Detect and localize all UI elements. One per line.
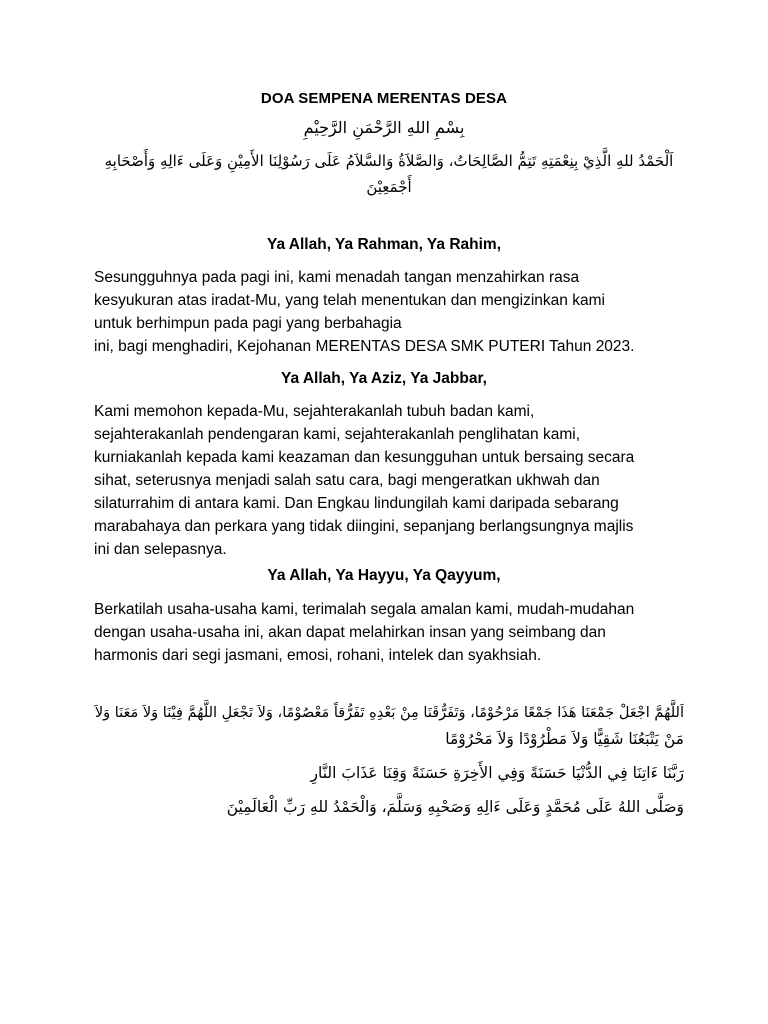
section-heading-aziz: Ya Allah, Ya Aziz, Ya Jabbar,: [281, 370, 487, 387]
bismillah-text: بِسْمِ اللهِ الرَّحْمَنِ الرَّحِيْمِ: [303, 118, 465, 137]
paragraph-line: harmonis dari segi jasmani, emosi, rohani, intelek dan syakhsiah.: [94, 647, 542, 664]
paragraph-line: untuk berhimpun pada pagi yang berbahagia: [94, 315, 402, 332]
paragraph-line: ini, bagi menghadiri, Kejohanan MERENTAS DESA SMK PUTERI Tahun 2023.: [94, 338, 635, 355]
paragraph-line: ini dan selepasnya.: [94, 541, 227, 558]
dua-line: وَصَلَّى اللهُ عَلَى مُحَمَّدٍ وَعَلَى ءَالِهِ وَصَحْبِهِ وَسَلَّمَ، وَالْحَمْدُ للهِ رَبِّ الْعَالَمِيْنَ: [226, 798, 684, 816]
closing-dua: [94, 700, 684, 820]
paragraph-line: Sesungguhnya pada pagi ini, kami menadah tangan menzahirkan rasa: [94, 269, 580, 286]
document-title: DOA SEMPENA MERENTAS DESA: [260, 90, 508, 107]
paragraph-line: sejahterakanlah pendengaran kami, sejahterakanlah penglihatan kami,: [94, 426, 580, 443]
section-heading-hayyu: Ya Allah, Ya Hayyu, Ya Qayyum,: [267, 567, 501, 584]
section-heading-rahman: Ya Allah, Ya Rahman, Ya Rahim,: [266, 236, 502, 253]
dua-line: رَبَّنَا ءَاتِنَا فِي الدُّنْيَا حَسَنَةً وَفِي الأَخِرَةِ حَسَنَةً وَقِنَا عَذَابَ النَّارِ: [310, 764, 684, 782]
paragraph-line: Berkatilah usaha-usaha kami, terimalah segala amalan kami, mudah-mudahan: [94, 601, 635, 618]
paragraph-line: kurniakanlah kepada kami keazaman dan kesungguhan untuk bersaing secara: [94, 449, 635, 466]
section-paragraph-hayyu: [94, 598, 684, 667]
section-paragraph-aziz: [94, 400, 684, 561]
paragraph-line: dengan usaha-usaha ini, akan dapat melahirkan insan yang seimbang dan: [94, 624, 606, 641]
paragraph-line: sihat, seterusnya menjadi salah satu cara, bagi mengeratkan ukhwah dan: [94, 472, 600, 489]
dua-line: اَللَّهُمَّ اجْعَلْ جَمْعَنَا هَذَا جَمْعًا مَرْحُوْمًا، وَتَفَرُّقَنَا مِنْ بَعْدِهِ تَفَرُّقاً مَعْصُوْمًا، وَلاَ تَجْعَلِ اللَّهُمَّ فِيْنَا وَلاَ مَعَنَا وَلاَ: [94, 705, 684, 721]
paragraph-line: Kami memohon kepada-Mu, sejahterakanlah tubuh badan kami,: [94, 403, 535, 420]
dua-line: مَنْ يَتْبَعُنَا شَقِيًّا وَلاَ مَطْرُوْدًا وَلاَ مَحْرُوْمًا: [445, 730, 684, 748]
hamdalah-text: اَلْحَمْدُ للهِ الَّذِيْ بِنِعْمَتِهِ تَتِمُّ الصَّالِحَاتُ، وَالصَّلاَةُ وَالسَّلاَمُ عَلَى رَسُوْلِنَا الأَمِيْنِ وَعَلَى ءَالِهِ وَأَصْحَابِهِ أَجْمَعِيْنَ: [104, 152, 674, 196]
section-paragraph-rahman: [94, 266, 684, 358]
paragraph-line: marabahaya dan perkara yang tidak diingini, sepanjang berlangsungnya majlis: [94, 518, 634, 535]
paragraph-line: silaturrahim di antara kami. Dan Engkau lindungilah kami daripada sebarang: [94, 495, 619, 512]
paragraph-line: kesyukuran atas iradat-Mu, yang telah menentukan dan mengizinkan kami: [94, 292, 605, 309]
